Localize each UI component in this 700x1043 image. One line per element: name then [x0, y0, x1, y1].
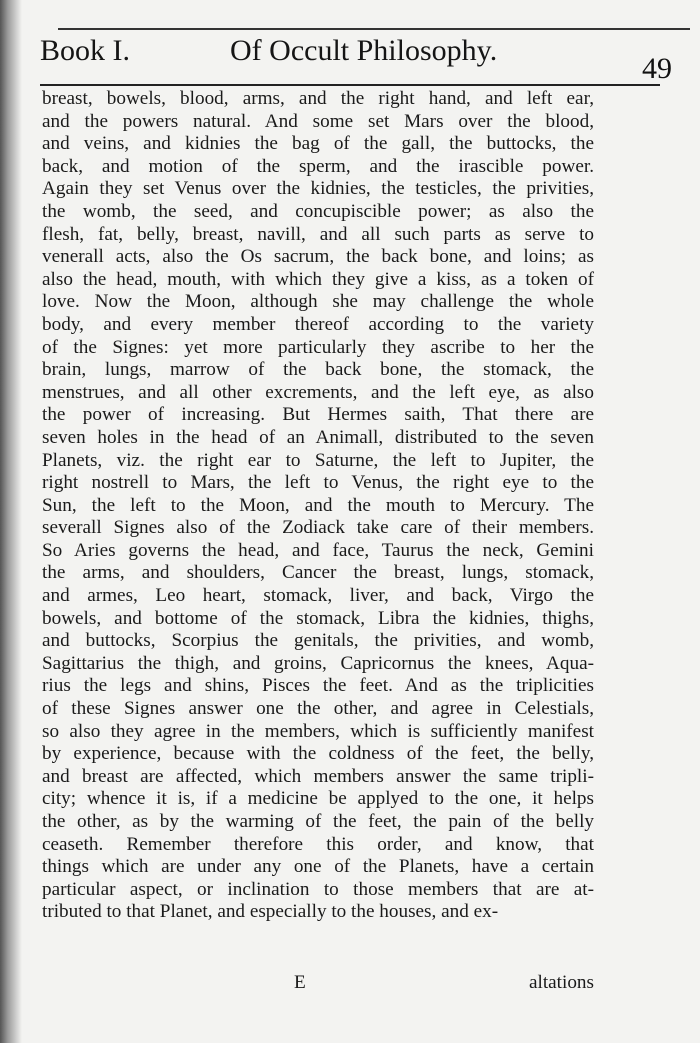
text-line: and buttocks, Scorpius the genitals, the privities, and womb,	[42, 630, 594, 652]
text-line: Planets, viz. the right ear to Saturne, the left to Jupiter, the	[42, 449, 594, 471]
top-rule	[58, 28, 690, 30]
text-line: the womb, the seed, and concupiscible power; as also the	[42, 200, 594, 222]
text-line: love. Now the Moon, although she may challenge the whole	[42, 291, 594, 313]
text-line: Sagittarius the thigh, and groins, Capricornus the knees, Aqua-	[42, 652, 594, 674]
text-line: the power of increasing. But Hermes saith, That there are	[42, 404, 594, 426]
binding-shadow	[0, 0, 22, 1043]
text-line: of the Signes: yet more particularly they ascribe to her the	[42, 336, 594, 358]
body-text	[42, 88, 594, 924]
text-line: things which are under any one of the Planets, have a certain	[42, 856, 594, 878]
text-line: severall Signes also of the Zodiack take care of their members.	[42, 517, 594, 539]
text-line: brain, lungs, marrow of the back bone, the stomack, the	[42, 359, 594, 381]
text-line: flesh, fat, belly, breast, navill, and all such parts as serve to	[42, 223, 594, 245]
text-line: menstrues, and all other excrements, and the left eye, as also	[42, 381, 594, 403]
signature-mark: E	[294, 972, 306, 993]
text-line: of these Signes answer one the other, and agree in Celestials,	[42, 698, 594, 720]
text-line: back, and motion of the sperm, and the irascible power.	[42, 155, 594, 177]
text-line: ceaseth. Remember therefore this order, and know, that	[42, 833, 594, 855]
text-line: breast, bowels, blood, arms, and the right hand, and left ear,	[42, 88, 594, 109]
text-line: Again they set Venus over the kidnies, the testicles, the privities,	[42, 178, 594, 200]
page-footer	[42, 972, 594, 996]
text-line: body, and every member thereof according to the variety	[42, 313, 594, 335]
text-line: So Aries governs the head, and face, Taurus the neck, Gemini	[42, 539, 594, 561]
text-line: particular aspect, or inclination to those members that are at-	[42, 878, 594, 900]
text-line: the other, as by the warming of the feet, the pain of the belly	[42, 811, 594, 832]
text-line: and breast are affected, which members answer the same tripli-	[42, 765, 594, 787]
page-number: 49	[642, 52, 672, 85]
text-line: seven holes in the head of an Animall, distributed to the seven	[42, 426, 594, 448]
text-line: Sun, the left to the Moon, and the mouth to Mercury. The	[42, 494, 594, 516]
text-line: city; whence it is, if a medicine be applyed to the one, it helps	[42, 788, 594, 810]
text-line: and armes, Leo heart, stomack, liver, and back, Virgo the	[42, 585, 594, 607]
text-line: also the head, mouth, with which they give a kiss, as a token of	[42, 268, 594, 290]
text-line: by experience, because with the coldness of the feet, the belly,	[42, 743, 594, 765]
text-line: right nostrell to Mars, the left to Venus, the right eye to the	[42, 472, 594, 494]
text-line: tributed to that Planet, and especially to the houses, and ex-	[42, 901, 499, 923]
text-line: bowels, and bottome of the stomack, Libra the kidnies, thighs,	[42, 607, 594, 629]
text-line: and the powers natural. And some set Mars over the blood,	[42, 110, 594, 132]
catchword: altations	[528, 972, 594, 993]
book-label: Book I.	[40, 34, 130, 67]
running-header	[40, 34, 672, 86]
running-title: Of Occult Philosophy.	[230, 34, 498, 67]
text-line: rius the legs and shins, Pisces the feet. And as the triplicities	[42, 675, 594, 697]
text-line: venerall acts, also the Os sacrum, the back bone, and loins; as	[42, 246, 594, 268]
text-line: and veins, and kidnies the bag of the gall, the buttocks, the	[42, 133, 594, 155]
text-line: so also they agree in the members, which is sufficiently manifest	[42, 720, 594, 742]
text-line: the arms, and shoulders, Cancer the breast, lungs, stomack,	[42, 562, 594, 584]
